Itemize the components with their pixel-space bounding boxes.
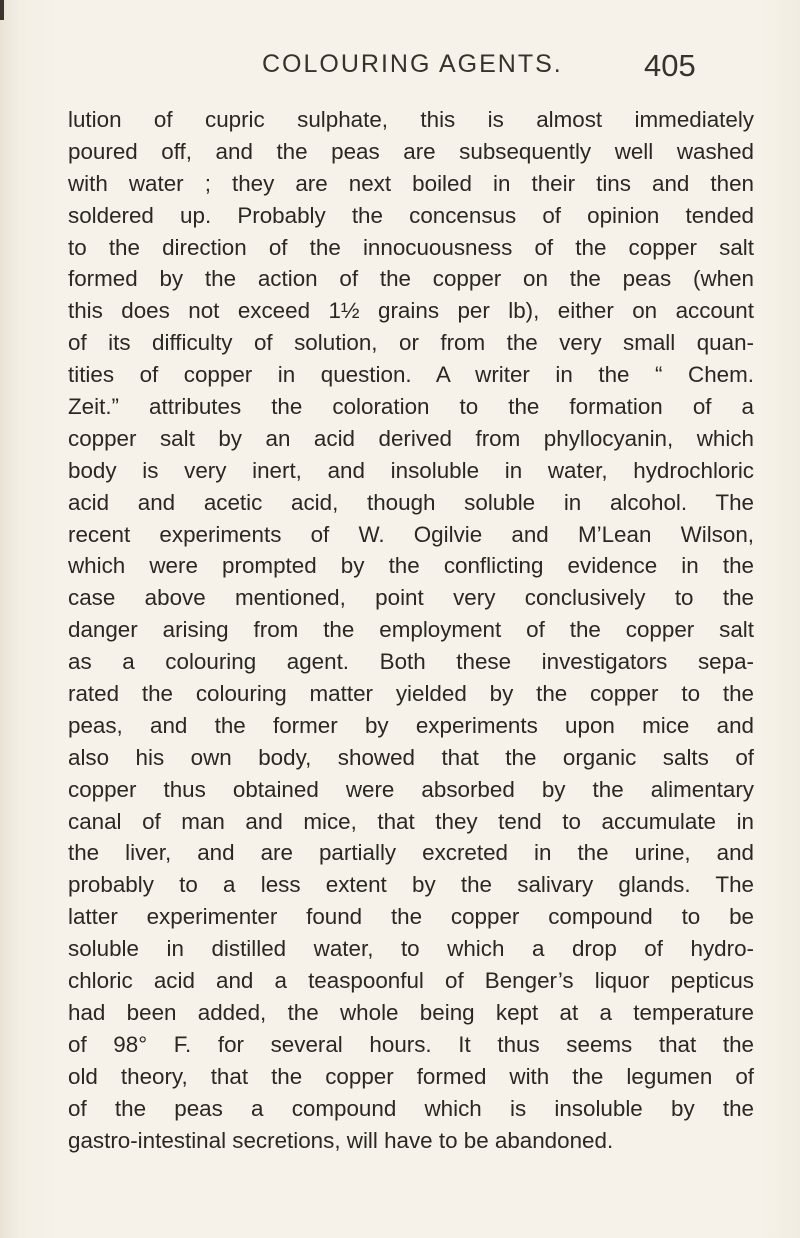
page-header (0, 48, 800, 88)
text-line: chloric acid and a teaspoonful of Benger’s liquor pepticus (68, 968, 754, 994)
running-head: COLOURING AGENTS. (262, 50, 563, 78)
text-line: rated the colouring matter yielded by the copper to the (68, 681, 754, 707)
text-line: this does not exceed 1½ grains per lb), either on account (68, 298, 754, 324)
text-line: probably to a less extent by the salivary glands. The (68, 872, 754, 898)
text-line: formed by the action of the copper on the peas (when (68, 266, 754, 292)
text-line: copper salt by an acid derived from phyllocyanin, which (68, 425, 754, 451)
text-line: danger arising from the employment of the copper salt (68, 617, 754, 643)
text-line: body is very inert, and insoluble in water, hydrochloric (68, 457, 754, 483)
text-line: recent experiments of W. Ogilvie and M’Lean Wilson, (68, 521, 754, 547)
body-text (68, 104, 754, 1156)
text-line-last: gastro-intestinal secretions, will have to be abandoned. (68, 1127, 614, 1153)
text-line: soluble in distilled water, to which a drop of hydro- (68, 936, 754, 962)
text-line: latter experimenter found the copper compound to be (68, 904, 754, 930)
text-line: of 98° F. for several hours. It thus seems that the (68, 1031, 754, 1057)
binding-edge-mark (0, 0, 4, 20)
text-line: also his own body, showed that the organic salts of (68, 744, 754, 770)
text-line: the liver, and are partially excreted in the urine, and (68, 840, 754, 866)
text-line: peas, and the former by experiments upon mice and (68, 712, 754, 738)
text-line: with water ; they are next boiled in their tins and then (68, 170, 754, 196)
text-line: canal of man and mice, that they tend to accumulate in (68, 808, 754, 834)
text-line: lution of cupric sulphate, this is almost immediately (68, 107, 754, 132)
text-line: had been added, the whole being kept at a temperature (68, 999, 754, 1025)
text-line: which were prompted by the conflicting evidence in the (68, 553, 754, 579)
text-line: poured off, and the peas are subsequently well washed (68, 138, 754, 164)
text-line: soldered up. Probably the concensus of opinion tended (68, 202, 754, 228)
text-line: acid and acetic acid, though soluble in alcohol. The (68, 489, 754, 515)
text-line: of the peas a compound which is insoluble by the (68, 1095, 754, 1121)
text-line: Zeit.” attributes the coloration to the formation of a (68, 394, 754, 420)
text-line: of its difficulty of solution, or from the very small quan- (68, 330, 754, 356)
text-line: to the direction of the innocuousness of the copper salt (68, 234, 754, 260)
text-line: tities of copper in question. A writer in the “ Chem. (68, 362, 754, 388)
text-line: old theory, that the copper formed with the legumen of (68, 1063, 754, 1089)
text-line: case above mentioned, point very conclusively to the (68, 585, 754, 611)
text-line: as a colouring agent. Both these investigators sepa- (68, 649, 754, 675)
page-number: 405 (644, 48, 696, 83)
text-line: copper thus obtained were absorbed by the alimentary (68, 776, 754, 802)
